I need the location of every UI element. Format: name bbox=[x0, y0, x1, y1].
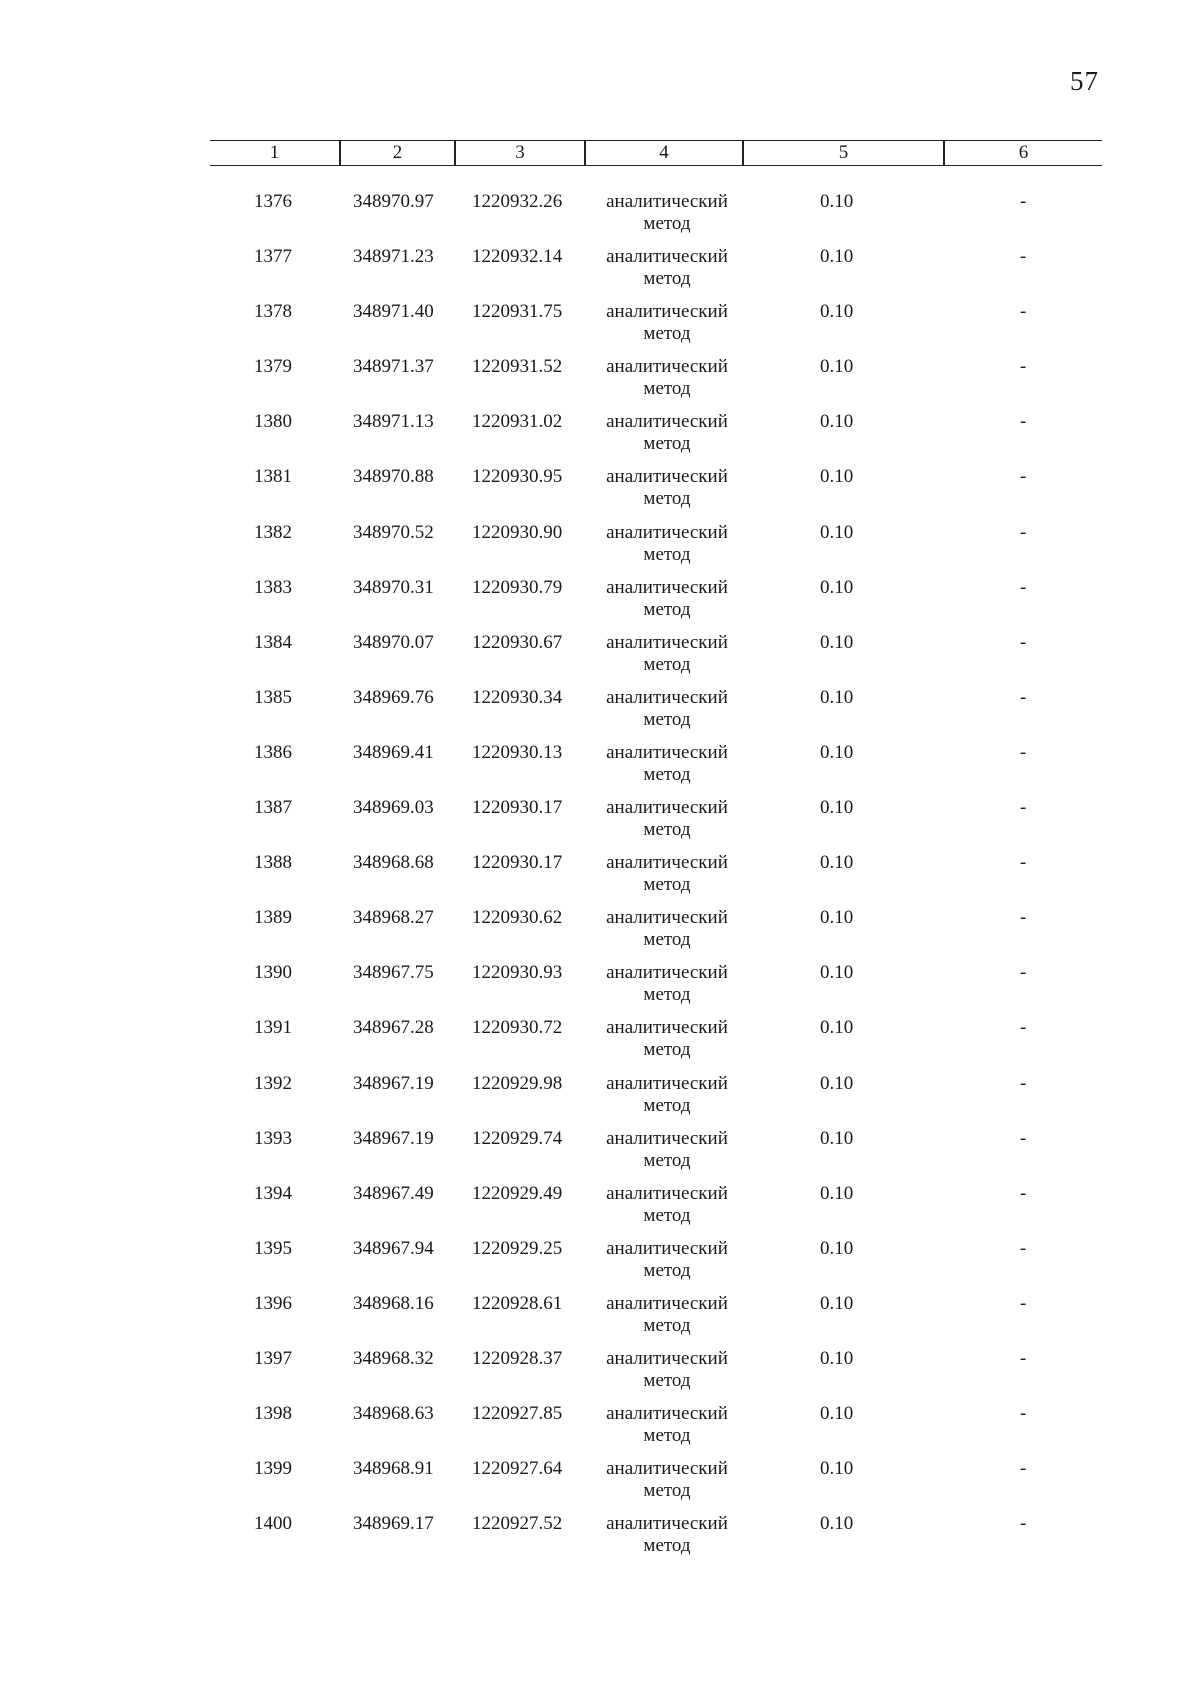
note-value: - bbox=[1020, 356, 1027, 378]
table-row bbox=[210, 632, 1102, 687]
method-line-2: метод bbox=[643, 1094, 691, 1116]
table-row bbox=[210, 1348, 1102, 1403]
point-number: 1379 bbox=[254, 356, 292, 378]
table-row bbox=[210, 1073, 1102, 1128]
y-coordinate: 1220930.34 bbox=[472, 686, 563, 708]
point-number: 1390 bbox=[254, 962, 292, 984]
method-line-2: метод bbox=[643, 1314, 691, 1336]
column-header-1: 1 bbox=[269, 142, 280, 163]
accuracy-value: 0.10 bbox=[820, 521, 854, 543]
method-line-1: аналитический bbox=[606, 907, 728, 929]
y-coordinate: 1220930.17 bbox=[472, 797, 563, 819]
x-coordinate: 348968.91 bbox=[353, 1458, 434, 1480]
method-line-1: аналитический bbox=[606, 631, 728, 653]
note-value: - bbox=[1020, 301, 1027, 323]
note-value: - bbox=[1020, 246, 1027, 268]
note-value: - bbox=[1020, 907, 1027, 929]
x-coordinate: 348969.17 bbox=[353, 1513, 434, 1535]
point-number: 1397 bbox=[254, 1347, 292, 1369]
accuracy-value: 0.10 bbox=[820, 631, 854, 653]
note-value: - bbox=[1020, 1292, 1027, 1314]
accuracy-value: 0.10 bbox=[820, 962, 854, 984]
method-line-2: метод bbox=[643, 488, 691, 510]
y-coordinate: 1220930.67 bbox=[472, 631, 563, 653]
table-row bbox=[210, 907, 1102, 962]
method-line-2: метод bbox=[643, 653, 691, 675]
x-coordinate: 348967.28 bbox=[353, 1017, 434, 1039]
table-row bbox=[210, 1458, 1102, 1513]
method-cell bbox=[592, 907, 742, 951]
method-line-1: аналитический bbox=[606, 246, 728, 268]
method-line-1: аналитический bbox=[606, 1072, 728, 1094]
method-line-1: аналитический bbox=[606, 962, 728, 984]
x-coordinate: 348969.41 bbox=[353, 741, 434, 763]
method-line-2: метод bbox=[643, 763, 691, 785]
x-coordinate: 348970.52 bbox=[353, 521, 434, 543]
point-number: 1394 bbox=[254, 1182, 292, 1204]
accuracy-value: 0.10 bbox=[820, 907, 854, 929]
method-line-2: метод bbox=[643, 1039, 691, 1061]
method-cell bbox=[592, 797, 742, 841]
x-coordinate: 348970.07 bbox=[353, 631, 434, 653]
note-value: - bbox=[1020, 1347, 1027, 1369]
point-number: 1396 bbox=[254, 1292, 292, 1314]
y-coordinate: 1220927.52 bbox=[472, 1513, 563, 1535]
y-coordinate: 1220932.14 bbox=[472, 246, 563, 268]
point-number: 1393 bbox=[254, 1127, 292, 1149]
x-coordinate: 348969.03 bbox=[353, 797, 434, 819]
method-line-1: аналитический bbox=[606, 1513, 728, 1535]
point-number: 1391 bbox=[254, 1017, 292, 1039]
point-number: 1376 bbox=[254, 191, 292, 212]
accuracy-value: 0.10 bbox=[820, 852, 854, 874]
note-value: - bbox=[1020, 797, 1027, 819]
note-value: - bbox=[1020, 1017, 1027, 1039]
note-value: - bbox=[1020, 1403, 1027, 1425]
method-line-1: аналитический bbox=[606, 466, 728, 488]
x-coordinate: 348967.19 bbox=[353, 1072, 434, 1094]
table-row bbox=[210, 301, 1102, 356]
y-coordinate: 1220928.61 bbox=[472, 1292, 563, 1314]
note-value: - bbox=[1020, 1072, 1027, 1094]
x-coordinate: 348971.13 bbox=[353, 411, 434, 433]
table-row bbox=[210, 522, 1102, 577]
y-coordinate: 1220930.72 bbox=[472, 1017, 563, 1039]
y-coordinate: 1220930.79 bbox=[472, 576, 563, 598]
y-coordinate: 1220929.98 bbox=[472, 1072, 563, 1094]
method-cell bbox=[592, 1293, 742, 1337]
method-line-1: аналитический bbox=[606, 576, 728, 598]
y-coordinate: 1220931.75 bbox=[472, 301, 563, 323]
method-line-1: аналитический bbox=[606, 741, 728, 763]
method-cell bbox=[592, 1348, 742, 1392]
x-coordinate: 348967.49 bbox=[353, 1182, 434, 1204]
y-coordinate: 1220928.37 bbox=[472, 1347, 563, 1369]
x-coordinate: 348971.37 bbox=[353, 356, 434, 378]
point-number: 1387 bbox=[254, 797, 292, 819]
x-coordinate: 348968.68 bbox=[353, 852, 434, 874]
note-value: - bbox=[1020, 962, 1027, 984]
method-line-2: метод bbox=[643, 268, 691, 290]
y-coordinate: 1220930.62 bbox=[472, 907, 563, 929]
table-row bbox=[210, 852, 1102, 907]
y-coordinate: 1220930.17 bbox=[472, 852, 563, 874]
column-header-3: 3 bbox=[515, 142, 525, 163]
table-row bbox=[210, 1017, 1102, 1072]
x-coordinate: 348968.16 bbox=[353, 1292, 434, 1314]
y-coordinate: 1220931.52 bbox=[472, 356, 563, 378]
y-coordinate: 1220930.95 bbox=[472, 466, 563, 488]
method-line-2: метод bbox=[643, 1369, 691, 1391]
method-line-1: аналитический bbox=[606, 301, 728, 323]
table-row bbox=[210, 1403, 1102, 1458]
table-row bbox=[210, 411, 1102, 466]
table-row bbox=[210, 1513, 1102, 1568]
x-coordinate: 348967.75 bbox=[353, 962, 434, 984]
note-value: - bbox=[1020, 576, 1027, 598]
y-coordinate: 1220930.13 bbox=[472, 741, 563, 763]
accuracy-value: 0.10 bbox=[820, 741, 854, 763]
x-coordinate: 348968.27 bbox=[353, 907, 434, 929]
method-line-2: метод bbox=[643, 598, 691, 620]
method-cell bbox=[592, 1458, 742, 1502]
accuracy-value: 0.10 bbox=[820, 1292, 854, 1314]
table-row bbox=[210, 356, 1102, 411]
method-cell bbox=[592, 191, 742, 235]
note-value: - bbox=[1020, 852, 1027, 874]
note-value: - bbox=[1020, 1237, 1027, 1259]
method-line-2: метод bbox=[643, 543, 691, 565]
method-line-2: метод bbox=[643, 1535, 691, 1557]
table-row bbox=[210, 797, 1102, 852]
coordinates-table bbox=[210, 140, 1102, 1568]
x-coordinate: 348971.40 bbox=[353, 301, 434, 323]
y-coordinate: 1220929.74 bbox=[472, 1127, 563, 1149]
x-coordinate: 348970.31 bbox=[353, 576, 434, 598]
x-coordinate: 348967.94 bbox=[353, 1237, 434, 1259]
note-value: - bbox=[1020, 1182, 1027, 1204]
method-line-1: аналитический bbox=[606, 1182, 728, 1204]
x-coordinate: 348967.19 bbox=[353, 1127, 434, 1149]
note-value: - bbox=[1020, 1127, 1027, 1149]
accuracy-value: 0.10 bbox=[820, 1017, 854, 1039]
method-cell bbox=[592, 301, 742, 345]
note-value: - bbox=[1020, 1513, 1027, 1535]
method-line-1: аналитический bbox=[606, 1403, 728, 1425]
method-line-2: метод bbox=[643, 213, 691, 234]
method-line-2: метод bbox=[643, 1204, 691, 1226]
method-line-1: аналитический bbox=[606, 1237, 728, 1259]
accuracy-value: 0.10 bbox=[820, 191, 854, 212]
accuracy-value: 0.10 bbox=[820, 1072, 854, 1094]
method-line-2: метод bbox=[643, 378, 691, 400]
table-row bbox=[210, 1293, 1102, 1348]
table-row bbox=[210, 577, 1102, 632]
point-number: 1392 bbox=[254, 1072, 292, 1094]
method-cell bbox=[592, 632, 742, 676]
method-line-2: метод bbox=[643, 1425, 691, 1447]
y-coordinate: 1220927.85 bbox=[472, 1403, 563, 1425]
method-cell bbox=[592, 962, 742, 1006]
method-cell bbox=[592, 1238, 742, 1282]
accuracy-value: 0.10 bbox=[820, 1458, 854, 1480]
column-header-6: 6 bbox=[1018, 142, 1029, 163]
x-coordinate: 348968.32 bbox=[353, 1347, 434, 1369]
accuracy-value: 0.10 bbox=[820, 797, 854, 819]
x-coordinate: 348971.23 bbox=[353, 246, 434, 268]
method-cell bbox=[592, 1183, 742, 1227]
y-coordinate: 1220929.49 bbox=[472, 1182, 563, 1204]
point-number: 1384 bbox=[254, 631, 292, 653]
method-line-2: метод bbox=[643, 708, 691, 730]
method-line-1: аналитический bbox=[606, 1347, 728, 1369]
method-line-1: аналитический bbox=[606, 797, 728, 819]
method-line-1: аналитический bbox=[606, 411, 728, 433]
accuracy-value: 0.10 bbox=[820, 466, 854, 488]
method-cell bbox=[592, 466, 742, 510]
x-coordinate: 348970.88 bbox=[353, 466, 434, 488]
y-coordinate: 1220927.64 bbox=[472, 1458, 563, 1480]
accuracy-value: 0.10 bbox=[820, 1403, 854, 1425]
table-row bbox=[210, 742, 1102, 797]
point-number: 1386 bbox=[254, 741, 292, 763]
point-number: 1400 bbox=[254, 1513, 292, 1535]
table-row bbox=[210, 1128, 1102, 1183]
accuracy-value: 0.10 bbox=[820, 1182, 854, 1204]
note-value: - bbox=[1020, 466, 1027, 488]
method-cell bbox=[592, 577, 742, 621]
x-coordinate: 348970.97 bbox=[353, 191, 434, 212]
method-cell bbox=[592, 356, 742, 400]
point-number: 1377 bbox=[254, 246, 292, 268]
method-cell bbox=[592, 1073, 742, 1117]
method-line-2: метод bbox=[643, 1259, 691, 1281]
accuracy-value: 0.10 bbox=[820, 1237, 854, 1259]
table-row bbox=[210, 191, 1102, 246]
point-number: 1398 bbox=[254, 1403, 292, 1425]
point-number: 1378 bbox=[254, 301, 292, 323]
method-line-2: метод bbox=[643, 433, 691, 455]
note-value: - bbox=[1020, 1458, 1027, 1480]
method-line-1: аналитический bbox=[606, 356, 728, 378]
accuracy-value: 0.10 bbox=[820, 1127, 854, 1149]
table-row bbox=[210, 1238, 1102, 1293]
table-header-row bbox=[210, 140, 1102, 166]
method-cell bbox=[592, 742, 742, 786]
method-line-2: метод bbox=[643, 929, 691, 951]
page-number: 57 bbox=[1070, 66, 1099, 96]
point-number: 1381 bbox=[254, 466, 292, 488]
x-coordinate: 348968.63 bbox=[353, 1403, 434, 1425]
point-number: 1399 bbox=[254, 1458, 292, 1480]
accuracy-value: 0.10 bbox=[820, 1347, 854, 1369]
point-number: 1385 bbox=[254, 686, 292, 708]
method-line-2: метод bbox=[643, 1149, 691, 1171]
column-header-5: 5 bbox=[838, 142, 849, 163]
method-line-1: аналитический bbox=[606, 1017, 728, 1039]
y-coordinate: 1220932.26 bbox=[472, 191, 563, 212]
method-line-1: аналитический bbox=[606, 1292, 728, 1314]
method-line-1: аналитический bbox=[606, 852, 728, 874]
method-cell bbox=[592, 522, 742, 566]
point-number: 1388 bbox=[254, 852, 292, 874]
method-line-1: аналитический bbox=[606, 686, 728, 708]
y-coordinate: 1220930.90 bbox=[472, 521, 563, 543]
point-number: 1382 bbox=[254, 521, 292, 543]
method-line-1: аналитический bbox=[606, 521, 728, 543]
method-line-2: метод bbox=[643, 984, 691, 1006]
accuracy-value: 0.10 bbox=[820, 1513, 854, 1535]
accuracy-value: 0.10 bbox=[820, 301, 854, 323]
note-value: - bbox=[1020, 686, 1027, 708]
method-line-1: аналитический bbox=[606, 191, 728, 212]
accuracy-value: 0.10 bbox=[820, 576, 854, 598]
y-coordinate: 1220929.25 bbox=[472, 1237, 563, 1259]
method-cell bbox=[592, 852, 742, 896]
accuracy-value: 0.10 bbox=[820, 686, 854, 708]
note-value: - bbox=[1020, 741, 1027, 763]
point-number: 1383 bbox=[254, 576, 292, 598]
y-coordinate: 1220931.02 bbox=[472, 411, 563, 433]
point-number: 1395 bbox=[254, 1237, 292, 1259]
table-row bbox=[210, 466, 1102, 521]
note-value: - bbox=[1020, 411, 1027, 433]
column-header-4: 4 bbox=[659, 142, 669, 163]
column-header-2: 2 bbox=[392, 142, 403, 163]
method-cell bbox=[592, 411, 742, 455]
y-coordinate: 1220930.93 bbox=[472, 962, 563, 984]
accuracy-value: 0.10 bbox=[820, 246, 854, 268]
point-number: 1389 bbox=[254, 907, 292, 929]
method-cell bbox=[592, 246, 742, 290]
accuracy-value: 0.10 bbox=[820, 356, 854, 378]
method-line-1: аналитический bbox=[606, 1127, 728, 1149]
table-row bbox=[210, 962, 1102, 1017]
note-value: - bbox=[1020, 631, 1027, 653]
accuracy-value: 0.10 bbox=[820, 411, 854, 433]
method-line-2: метод bbox=[643, 819, 691, 841]
method-cell bbox=[592, 1403, 742, 1447]
point-number: 1380 bbox=[254, 411, 292, 433]
note-value: - bbox=[1020, 191, 1027, 212]
method-line-1: аналитический bbox=[606, 1458, 728, 1480]
x-coordinate: 348969.76 bbox=[353, 686, 434, 708]
note-value: - bbox=[1020, 521, 1027, 543]
method-line-2: метод bbox=[643, 323, 691, 345]
method-line-2: метод bbox=[643, 874, 691, 896]
table-row bbox=[210, 246, 1102, 301]
method-cell bbox=[592, 687, 742, 731]
method-cell bbox=[592, 1513, 742, 1557]
table-body bbox=[210, 191, 1102, 1568]
method-cell bbox=[592, 1128, 742, 1172]
method-cell bbox=[592, 1017, 742, 1061]
table-row bbox=[210, 687, 1102, 742]
table-row bbox=[210, 1183, 1102, 1238]
method-line-2: метод bbox=[643, 1480, 691, 1502]
